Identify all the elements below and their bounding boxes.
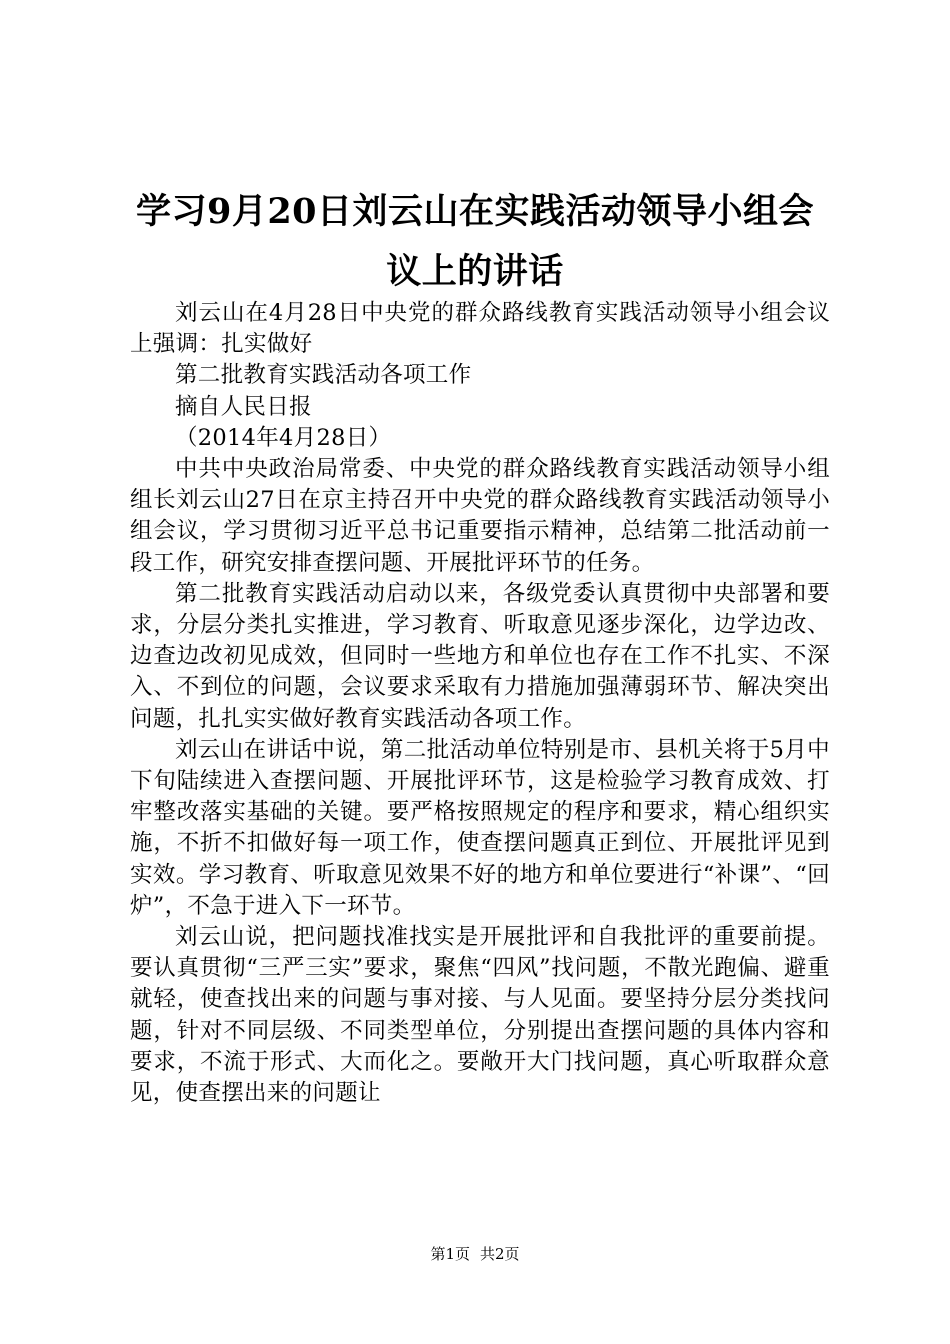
- page-total: 共2页: [480, 1245, 520, 1263]
- document-title: 学习9月20日刘云山在实践活动领导小组会议上的讲话: [135, 191, 815, 292]
- page-footer: [0, 1244, 950, 1264]
- paragraph: 第二批教育实践活动各项工作: [175, 362, 472, 389]
- paragraph: 刘云山在讲话中说，第二批活动单位特别是市、县机关将于5月中下旬陆续进入查摆问题、开展批评环节，这是检验学习教育成效、打牢整改落实基础的关键。要严格按照规定的程序和要求，精心组织实施，不折不扣做好每一项工作，使查摆问题真正到位、开展批评见到实效。学习教育、听取意见效果不好的地方和单位要进行“补课”、“回炉”，不急于进入下一环节。: [130, 736, 830, 919]
- page-number: 第1页: [430, 1245, 470, 1263]
- paragraph: 刘云山说，把问题找准找实是开展批评和自我批评的重要前提。要认真贯彻“三严三实”要求，聚焦“四风”找问题，不散光跑偏、避重就轻，使查找出来的问题与事对接、与人见面。要坚持分层分类找问题，针对不同层级、不同类型单位，分别提出查摆问题的具体内容和要求，不流于形式、大而化之。要敞开大门找问题，真心听取群众意见，使查摆出来的问题让: [130, 924, 830, 1107]
- paragraph: 第二批教育实践活动启动以来，各级党委认真贯彻中央部署和要求，分层分类扎实推进，学习教育、听取意见逐步深化，边学边改、边查边改初见成效，但同时一些地方和单位也存在工作不扎实、不深入、不到位的问题，会议要求采取有力措施加强薄弱环节、解决突出问题，扎扎实实做好教育实践活动各项工作。: [130, 580, 830, 732]
- paragraph: 刘云山在4月28日中央党的群众路线教育实践活动领导小组会议上强调：扎实做好: [130, 300, 830, 358]
- paragraph: （2014年4月28日）: [175, 424, 392, 451]
- document-body: [130, 298, 830, 1109]
- paragraph: 中共中央政治局常委、中央党的群众路线教育实践活动领导小组组长刘云山27日在京主持召开中央党的群众路线教育实践活动领导小组会议，学习贯彻习近平总书记重要指示精神，总结第二批活动前一段工作，研究安排查摆问题、开展批评环节的任务。: [130, 456, 830, 576]
- paragraph: 摘自人民日报: [175, 393, 312, 420]
